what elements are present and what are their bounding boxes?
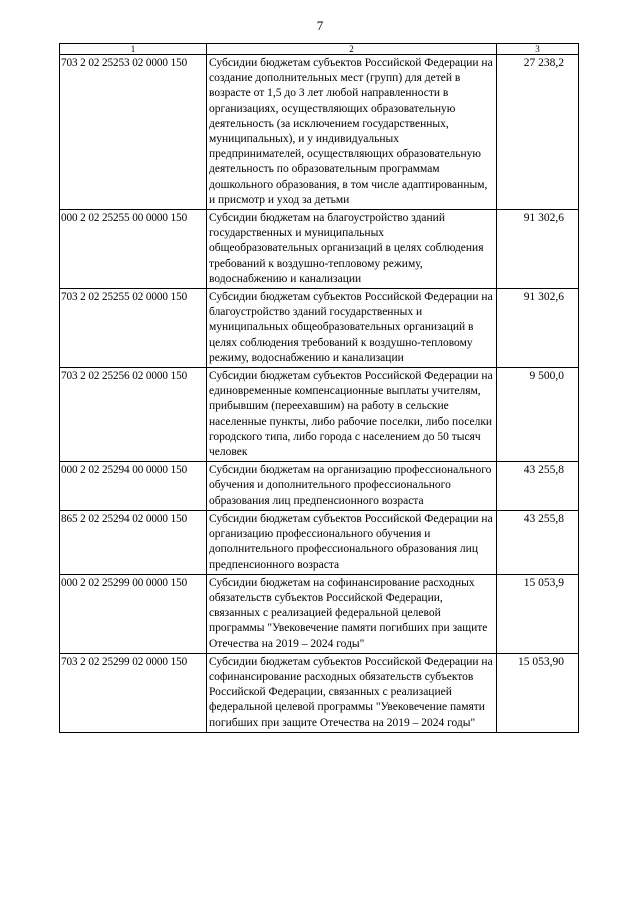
- column-header-amount: 3: [497, 44, 579, 55]
- row-amount: 43 255,8: [497, 462, 579, 511]
- budget-code: 703 2 02 25256 02 0000 150: [60, 368, 207, 462]
- table-row: [60, 210, 579, 289]
- budget-table: [59, 43, 579, 733]
- column-header-code: 1: [60, 44, 207, 55]
- table-row: [60, 574, 579, 653]
- page-number: 7: [316, 18, 324, 33]
- column-header-description: 2: [207, 44, 497, 55]
- row-description: Субсидии бюджетам на благоустройство зданий государственных и муниципальных общеобразовательных организаций в целях соблюдения требований к воздушно-тепловому режиму, водоснабжению и канализации: [207, 210, 497, 289]
- table-row: [60, 462, 579, 511]
- table-row: [60, 55, 579, 210]
- row-amount: 27 238,2: [497, 55, 579, 210]
- table-row: [60, 289, 579, 368]
- budget-code: 000 2 02 25294 00 0000 150: [60, 462, 207, 511]
- row-amount: 15 053,9: [497, 574, 579, 653]
- row-description: Субсидии бюджетам субъектов Российской Федерации на единовременные компенсационные выплаты учителям, прибывшим (переехавшим) на работу в сельские населенные пункты, либо рабочие поселки, либо поселки городского типа, либо города с населением до 50 тысяч человек: [207, 368, 497, 462]
- budget-code: 000 2 02 25299 00 0000 150: [60, 574, 207, 653]
- row-description: Субсидии бюджетам на организацию профессионального обучения и дополнительного профессионального образования лиц предпенсионного возраста: [207, 462, 497, 511]
- row-amount: 91 302,6: [497, 210, 579, 289]
- row-amount: 91 302,6: [497, 289, 579, 368]
- row-description: Субсидии бюджетам на софинансирование расходных обязательств субъектов Российской Федерации, связанных с реализацией федеральной целевой программы "Увековечение памяти погибших при защите Отечества на 2019 – 2024 годы": [207, 574, 497, 653]
- budget-code: 000 2 02 25255 00 0000 150: [60, 210, 207, 289]
- budget-code: 703 2 02 25299 02 0000 150: [60, 653, 207, 732]
- row-description: Субсидии бюджетам субъектов Российской Федерации на благоустройство зданий государственных и муниципальных общеобразовательных организаций в целях соблюдения требований к воздушно-тепловому режиму, водоснабжению и канализации: [207, 289, 497, 368]
- budget-code: 865 2 02 25294 02 0000 150: [60, 510, 207, 574]
- table-row: [60, 653, 579, 732]
- table-header-row: [60, 44, 579, 55]
- row-amount: 9 500,0: [497, 368, 579, 462]
- budget-code: 703 2 02 25255 02 0000 150: [60, 289, 207, 368]
- row-amount: 15 053,90: [497, 653, 579, 732]
- row-amount: 43 255,8: [497, 510, 579, 574]
- row-description: Субсидии бюджетам субъектов Российской Федерации на софинансирование расходных обязательств субъектов Российской Федерации, связанных с реализацией федеральной целевой программы "Увековечение памяти погибших при защите Отечества на 2019 – 2024 годы": [207, 653, 497, 732]
- table-row: [60, 510, 579, 574]
- row-description: Субсидии бюджетам субъектов Российской Федерации на создание дополнительных мест (групп) для детей в возрасте от 1,5 до 3 лет любой направленности в организациях, осуществляющих образовательную деятельность (за исключением государственных, муниципальных), и у индивидуальных предпринимателей, осуществляющих образовательную деятельность по образовательным программам дошкольного образования, в том числе адаптированным, и присмотр и уход за детьми: [207, 55, 497, 210]
- budget-code: 703 2 02 25253 02 0000 150: [60, 55, 207, 210]
- table-row: [60, 368, 579, 462]
- row-description: Субсидии бюджетам субъектов Российской Федерации на организацию профессионального обучения и дополнительного профессионального образования лиц предпенсионного возраста: [207, 510, 497, 574]
